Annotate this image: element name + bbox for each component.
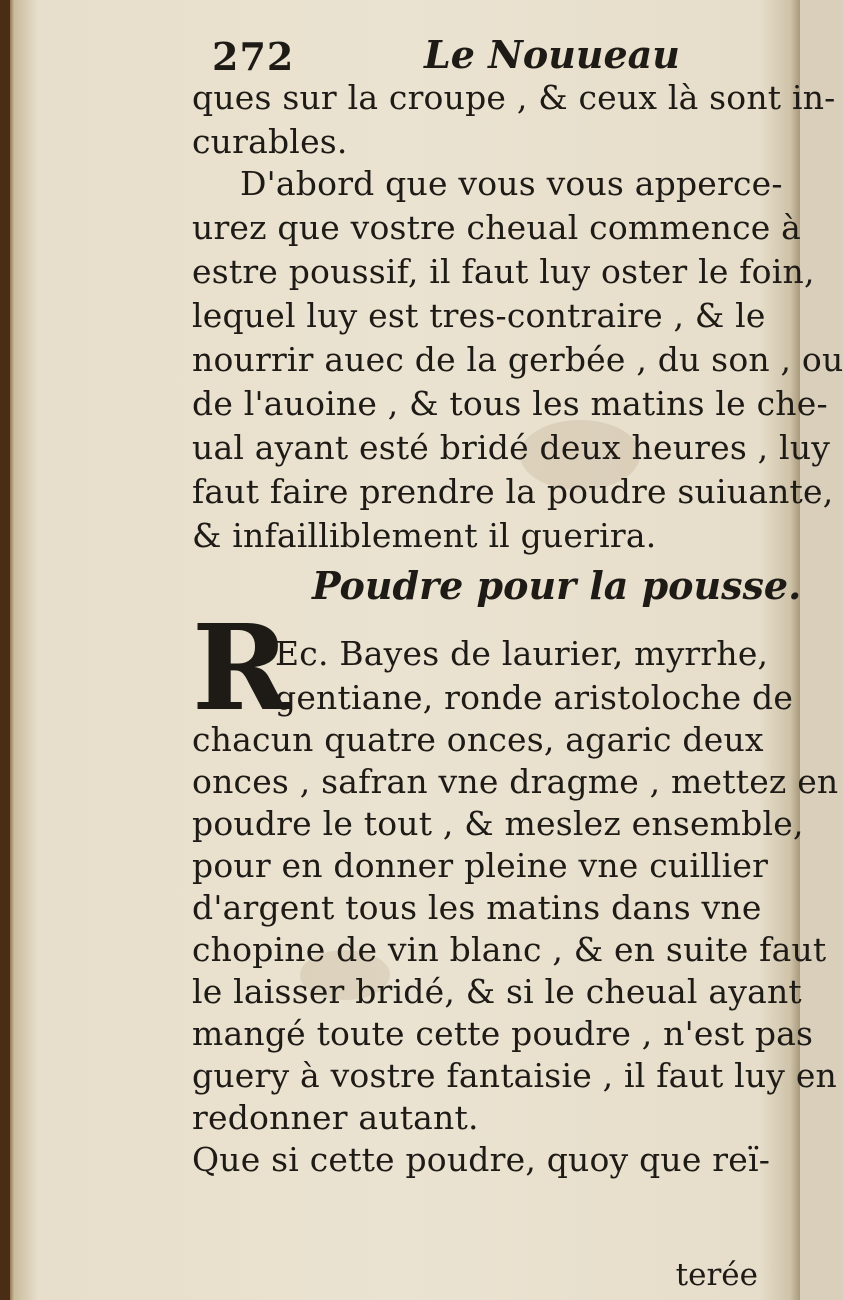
text-line: Que si cette poudre, quoy que reï- (192, 1140, 771, 1179)
book-spine (0, 0, 10, 1300)
text-line: d'argent tous les matins dans vne (192, 888, 762, 927)
text-line: faut faire prendre la poudre suiuante, (192, 472, 834, 511)
running-title: Le Nouueau (424, 32, 680, 77)
text-line: le laisser bridé, & si le cheual ayant (192, 972, 802, 1011)
text-line: D'abord que vous vous apperce- (240, 164, 783, 203)
text-line: Ec. Bayes de laurier, myrrhe, (275, 634, 769, 673)
text-line: nourrir auec de la gerbée , du son , ou (192, 340, 843, 379)
text-line: ques sur la croupe , & ceux là sont in- (192, 78, 836, 117)
text-line: pour en donner pleine vne cuillier (192, 846, 769, 885)
text-line: chacun quatre onces, agaric deux (192, 720, 764, 759)
text-line: curables. (192, 122, 348, 161)
section-heading: Poudre pour la pousse. (312, 563, 802, 608)
catchword: terée (675, 1257, 758, 1293)
text-line: guery à vostre fantaisie , il faut luy en (192, 1056, 838, 1095)
text-line: gentiane, ronde aristoloche de (275, 678, 794, 717)
page-number: 272 (212, 34, 295, 79)
text-line: onces , safran vne dragme , mettez en (192, 762, 839, 801)
text-line: urez que vostre cheual commence à (192, 208, 802, 247)
text-line: estre poussif, il faut luy oster le foin, (192, 252, 815, 291)
text-line: mangé toute cette poudre , n'est pas (192, 1014, 814, 1053)
text-line: lequel luy est tres-contraire , & le (192, 296, 766, 335)
text-line: poudre le tout , & meslez ensemble, (192, 804, 804, 843)
text-line: redonner autant. (192, 1098, 479, 1137)
text-line: & infailliblement il guerira. (192, 516, 657, 555)
text-line: de l'auoine , & tous les matins le che- (192, 384, 828, 423)
text-line: chopine de vin blanc , & en suite faut (192, 930, 827, 969)
text-line: ual ayant esté bridé deux heures , luy (192, 428, 831, 467)
drop-cap: R (192, 598, 291, 737)
